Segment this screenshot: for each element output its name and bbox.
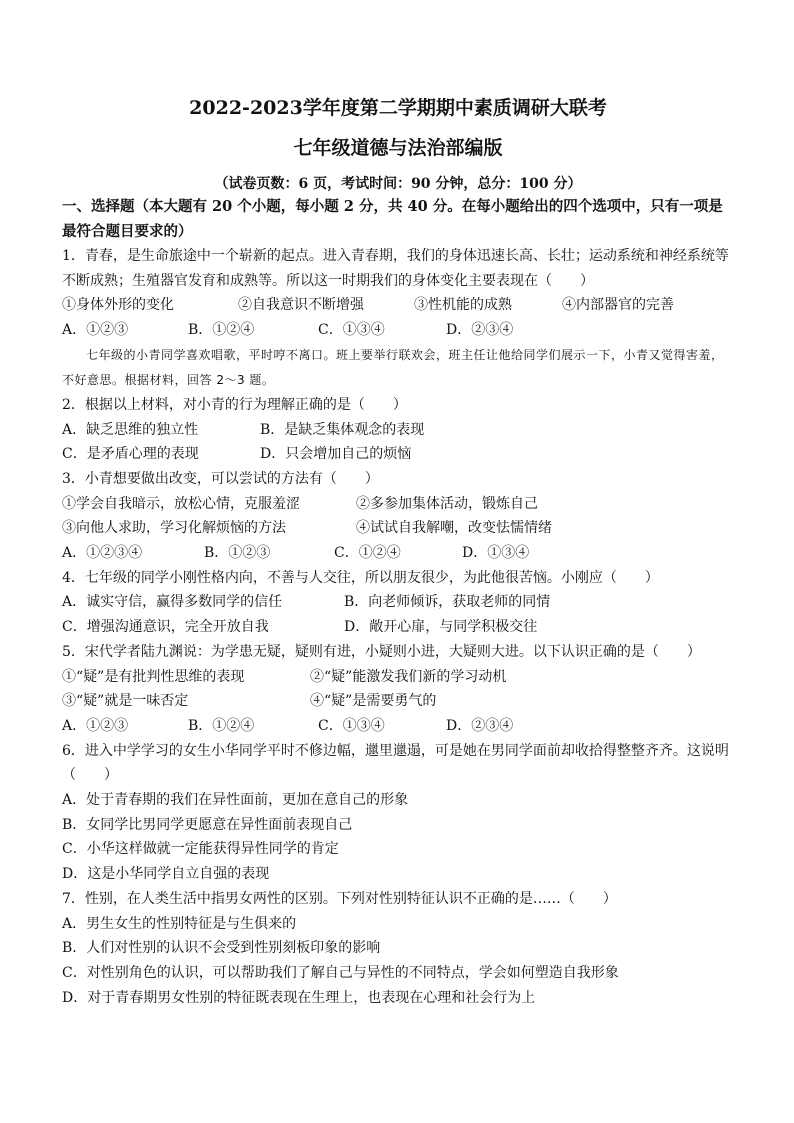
option: B．①②③ (204, 545, 271, 562)
question-2-stem: 2．根据以上材料，对小青的行为理解正确的是（ ） (62, 396, 407, 413)
question-5-items-row1 (62, 665, 734, 690)
question-3-stem: 3．小青想要做出改变，可以尝试的方法有（ ） (62, 470, 379, 487)
question-4-options-row1 (62, 590, 734, 615)
item: ①身体外形的变化 (62, 297, 174, 314)
option: B．人们对性别的认识不会受到性别刻板印象的影响 (62, 940, 381, 957)
item: ④试试自我解嘲，改变怯懦情绪 (356, 520, 552, 537)
item: ①学会自我暗示，放松心情，克服羞涩 (62, 495, 300, 512)
question-3-items-row1 (62, 492, 734, 517)
item: ②多参加集体活动，锻炼自己 (356, 495, 538, 512)
question-1-stem: 1．青春，是生命旅途中一个崭新的起点。进入青春期，我们的身体迅速长高、长壮；运动系统和神经系统等不断成熟；生殖器官发育和成熟等。所以这一时期我们的身体变化主要表现在（ ） (62, 248, 729, 289)
question-2-options-row1 (62, 418, 734, 443)
item: ②自我意识不断增强 (238, 297, 364, 314)
exam-subtitle: 七年级道德与法治部编版 (293, 137, 503, 159)
question-3-items-row2 (62, 516, 734, 541)
option: C．是矛盾心理的表现 (62, 446, 199, 463)
option: B．①②④ (188, 322, 255, 339)
option: D．只会增加自己的烦恼 (260, 446, 412, 463)
option: C．对性别角色的认识，可以帮助我们了解自己与异性的不同特点，学会如何塑造自我形象 (62, 964, 619, 981)
option: A．诚实守信，赢得多数同学的信任 (62, 594, 283, 611)
question-5-items-row2 (62, 689, 734, 714)
option: D．①③④ (462, 545, 530, 562)
exam-info: （试卷页数：6 页，考试时间：90 分钟，总分：100 分） (214, 176, 582, 192)
option: D．对于青春期男女性别的特征既表现在生理上，也表现在心理和社会行为上 (62, 989, 536, 1006)
option: B．女同学比男同学更愿意在异性面前表现自己 (62, 816, 353, 833)
question-1-options (62, 318, 734, 343)
exam-title: 2022-2023学年度第二学期期中素质调研大联考 (189, 97, 607, 119)
question-4-options-row2 (62, 615, 734, 640)
option: A．缺乏思维的独立性 (62, 421, 199, 438)
option: B．向老师倾诉，获取老师的同情 (344, 594, 551, 611)
item: ③性机能的成熟 (414, 297, 512, 314)
reading-material: 七年级的小青同学喜欢唱歌，平时哼不离口。班上要举行联欢会，班主任让他给同学们展示一下，小青又觉得害羞，不好意思。根据材料，回答 2～3 题。 (62, 347, 724, 387)
option: D．这是小华同学自立自强的表现 (62, 866, 270, 883)
option: B．①②④ (188, 717, 255, 734)
item: ④内部器官的完善 (562, 297, 674, 314)
question-2-options-row2 (62, 442, 734, 467)
option: C．小华这样做就一定能获得异性同学的肯定 (62, 841, 339, 858)
option: D．②③④ (446, 717, 514, 734)
question-3-options (62, 541, 734, 566)
exam-page (62, 96, 734, 1010)
option: A．①②③④ (62, 545, 143, 562)
question-7-stem: 7．性别，在人类生活中指男女两性的区别。下列对性别特征认识不正确的是……（ ） (62, 890, 617, 907)
question-4-stem: 4．七年级的同学小刚性格内向，不善与人交往，所以朋友很少，为此他很苦恼。小刚应（ ） (62, 569, 659, 586)
item: ②“疑”能激发我们新的学习动机 (310, 668, 507, 685)
option: C．①③④ (318, 322, 385, 339)
option: A．①②③ (62, 322, 129, 339)
item: ④“疑”是需要勇气的 (310, 693, 437, 710)
option: A．①②③ (62, 717, 129, 734)
option: B．是缺乏集体观念的表现 (260, 421, 425, 438)
option: C．①③④ (318, 717, 385, 734)
question-5-stem: 5．宋代学者陆九渊说：为学患无疑，疑则有进，小疑则小进，大疑则大进。以下认识正确的是（ ） (62, 643, 701, 660)
option: C．①②④ (334, 545, 401, 562)
option: D．敞开心扉，与同学积极交往 (344, 619, 538, 636)
question-1-items (62, 293, 734, 318)
item: ③“疑”就是一味否定 (62, 693, 189, 710)
item: ①“疑”是有批判性思维的表现 (62, 668, 245, 685)
option: A．处于青春期的我们在异性面前，更加在意自己的形象 (62, 792, 409, 809)
option: C．增强沟通意识，完全开放自我 (62, 619, 269, 636)
item: ③向他人求助，学习化解烦恼的方法 (62, 520, 286, 537)
question-5-options (62, 714, 734, 739)
option: D．②③④ (446, 322, 514, 339)
section-heading: 一、选择题（本大题有 20 个小题，每小题 2 分，共 40 分。在每小题给出的四个选项中，只有一项是最符合题目要求的） (62, 198, 723, 240)
question-6-stem: 6．进入中学学习的女生小华同学平时不修边幅，邋里邋遢，可是她在男同学面前却收拾得整整齐齐。这说明（ ） (62, 742, 729, 784)
option: A．男生女生的性别特征是与生俱来的 (62, 915, 297, 932)
